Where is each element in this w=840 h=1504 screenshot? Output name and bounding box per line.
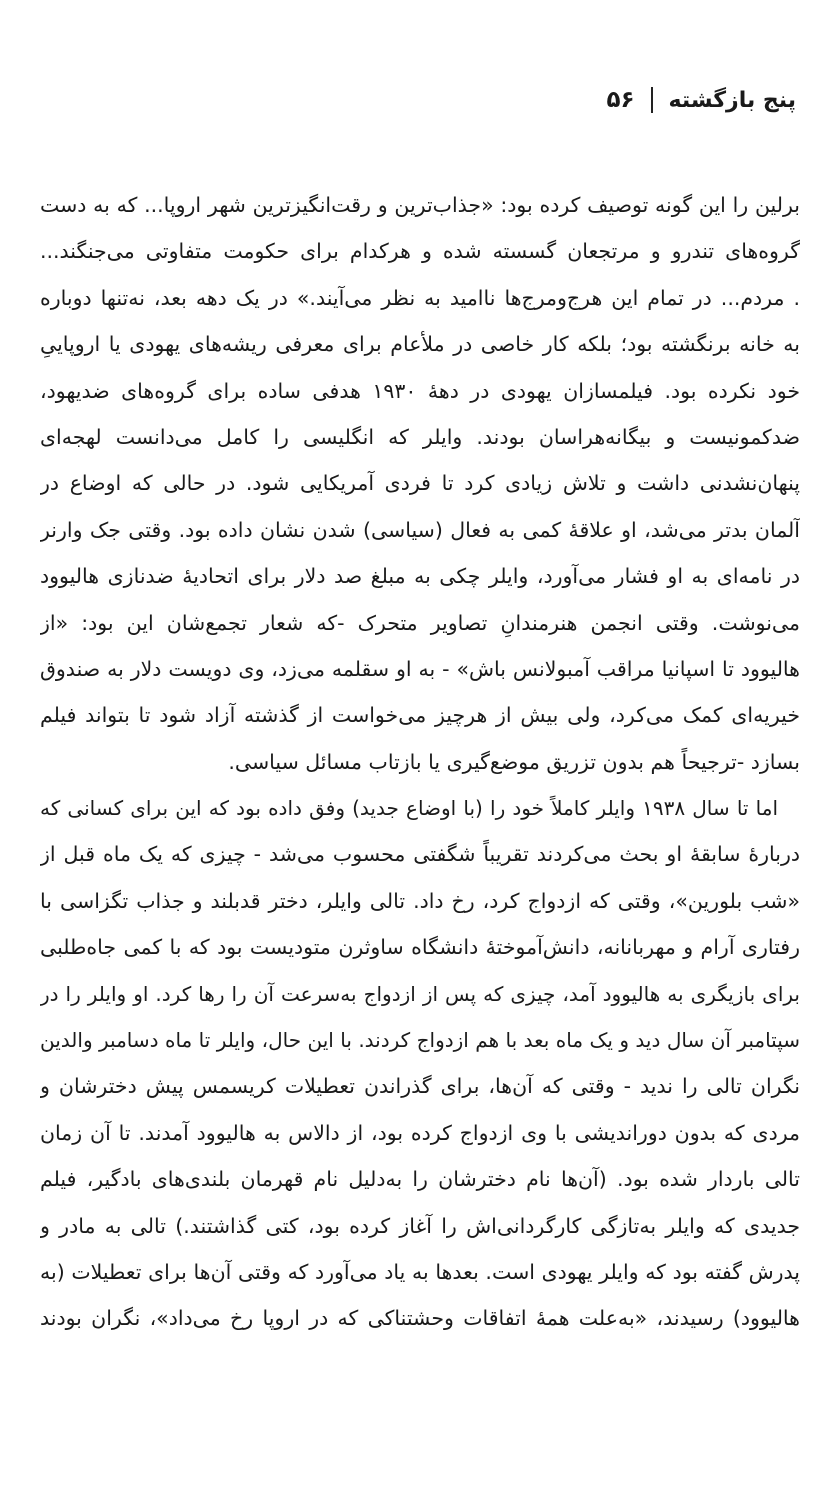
paragraph-first-line: اما تا سال ۱۹۳۸ وایلر کاملاً خود را (با اوضاع جدید) وفق داده بود که این برای کسانی که xyxy=(40,796,778,821)
text-line: دربارهٔ سابقهٔ او بحث می‌کردند تقریباً شگفتی محسوب می‌شد - چیزی که یک ماه قبل از xyxy=(40,842,800,867)
page-number: ۵۶ xyxy=(606,87,635,113)
text-line: خیریه‌ای کمک می‌کرد، ولی بیش از هرچیز می‌خواست از گذشته آزاد شود تا بتواند فیلم xyxy=(40,703,800,728)
text-line: برای بازیگری به هالیوود آمد، چیزی که پس از ازدواج به‌سرعت آن را رها کرد. او وایلر را در xyxy=(40,981,800,1006)
text-line: هالیوود) رسیدند، «به‌علت همهٔ اتفاقات وحشتناکی که در اروپا رخ می‌داد»، نگران بودند xyxy=(40,1306,800,1331)
chapter-title: پنج بازگشته xyxy=(668,87,796,113)
running-header xyxy=(606,82,796,118)
body-text xyxy=(40,182,800,1342)
text-line: رفتاری آرام و مهربانانه، دانش‌آموختهٔ دانشگاه ساوثرن متودیست بود که با کمی جاه‌طلبی xyxy=(40,935,800,960)
text-line: هالیوود تا اسپانیا مراقب آمبولانس باش» - به او سقلمه می‌زد، وی دویست دلار به صندوق xyxy=(40,656,800,681)
text-line: برلین را این گونه توصیف کرده بود: «جذاب‌ترین و رقت‌انگیزترین شهر اروپا... که به دست xyxy=(40,193,800,217)
text-line: در نامه‌ای به او فشار می‌آورد، وایلر چکی به مبلغ صد دلار برای اتحادیهٔ ضدنازی هالیوود xyxy=(40,564,800,589)
text-line: آلمان بدتر می‌شد، او علاقهٔ کمی به فعال (سیاسی) شدن نشان داده بود. وقتی جک وارنر xyxy=(40,517,800,542)
text-line: «شب بلورین»، وقتی که ازدواج کرد، رخ داد. تالی وایلر، دختر قدبلند و جذاب تگزاسی با xyxy=(40,888,800,913)
text-line: سپتامبر آن سال دید و یک ماه بعد با هم ازدواج کردند. با این حال، وایلر تا ماه دسامبر والدین xyxy=(40,1028,800,1053)
text-line: پنهان‌نشدنی داشت و تلاش زیادی کرد تا فردی آمریکایی شود. در حالی که اوضاع در xyxy=(40,471,800,496)
text-line: ضدکمونیست و بیگانه‌هراسان بودند. وایلر که انگلیسی را کامل می‌دانست لهجه‌ای xyxy=(40,424,800,449)
header-separator xyxy=(651,87,653,113)
paragraph-last-line: بسازد -ترجیحاً هم بدون تزریق موضع‌گیری یا بازتاب مسائل سیاسی. xyxy=(228,749,800,774)
text-line: پدرش گفته بود که وایلر یهودی است. بعدها به یاد می‌آورد که وقتی آن‌ها برای تعطیلات (به xyxy=(40,1259,800,1284)
text-line: مردی که بدون دوراندیشی با وی ازدواج کرده بود، از دالاس به هالیوود آمدند. تا آن زمان xyxy=(40,1120,800,1145)
text-line: به خانه برنگشته بود؛ بلکه کار خاصی در ملأعام برای معرفی ریشه‌های یهودی یا اروپاییِ xyxy=(40,332,800,357)
text-line: می‌نوشت. وقتی انجمن هنرمندانِ تصاویر متحرک -که شعار تجمع‌شان این بود: «از xyxy=(40,610,800,635)
text-line: نگران تالی را ندید - وقتی که آن‌ها، برای گذراندن تعطیلات کریسمس پیش دخترشان و xyxy=(40,1074,800,1099)
text-line: جدیدی که وایلر به‌تازگی کارگردانی‌اش را آغاز کرده بود، کتی گذاشتند.) تالی به مادر و xyxy=(40,1213,800,1238)
text-line: گروه‌های تندرو و مرتجعان گسسته شده و هرکدام برای حکومت متفاوتی می‌جنگند... xyxy=(40,239,800,264)
text-line: خود نکرده بود. فیلمسازان یهودی در دههٔ ۱۹۳۰ هدفی ساده برای گروه‌های ضدیهود، xyxy=(40,378,800,403)
text-line: . مردم... در تمام این هرج‌ومرج‌ها ناامید به نظر می‌آیند.» در یک دهه بعد، نه‌تنها دوباره xyxy=(40,285,800,310)
text-line: تالی باردار شده بود. (آن‌ها نام دخترشان را به‌دلیل نام قهرمان بلندی‌های بادگیر، فیلم xyxy=(40,1167,800,1192)
